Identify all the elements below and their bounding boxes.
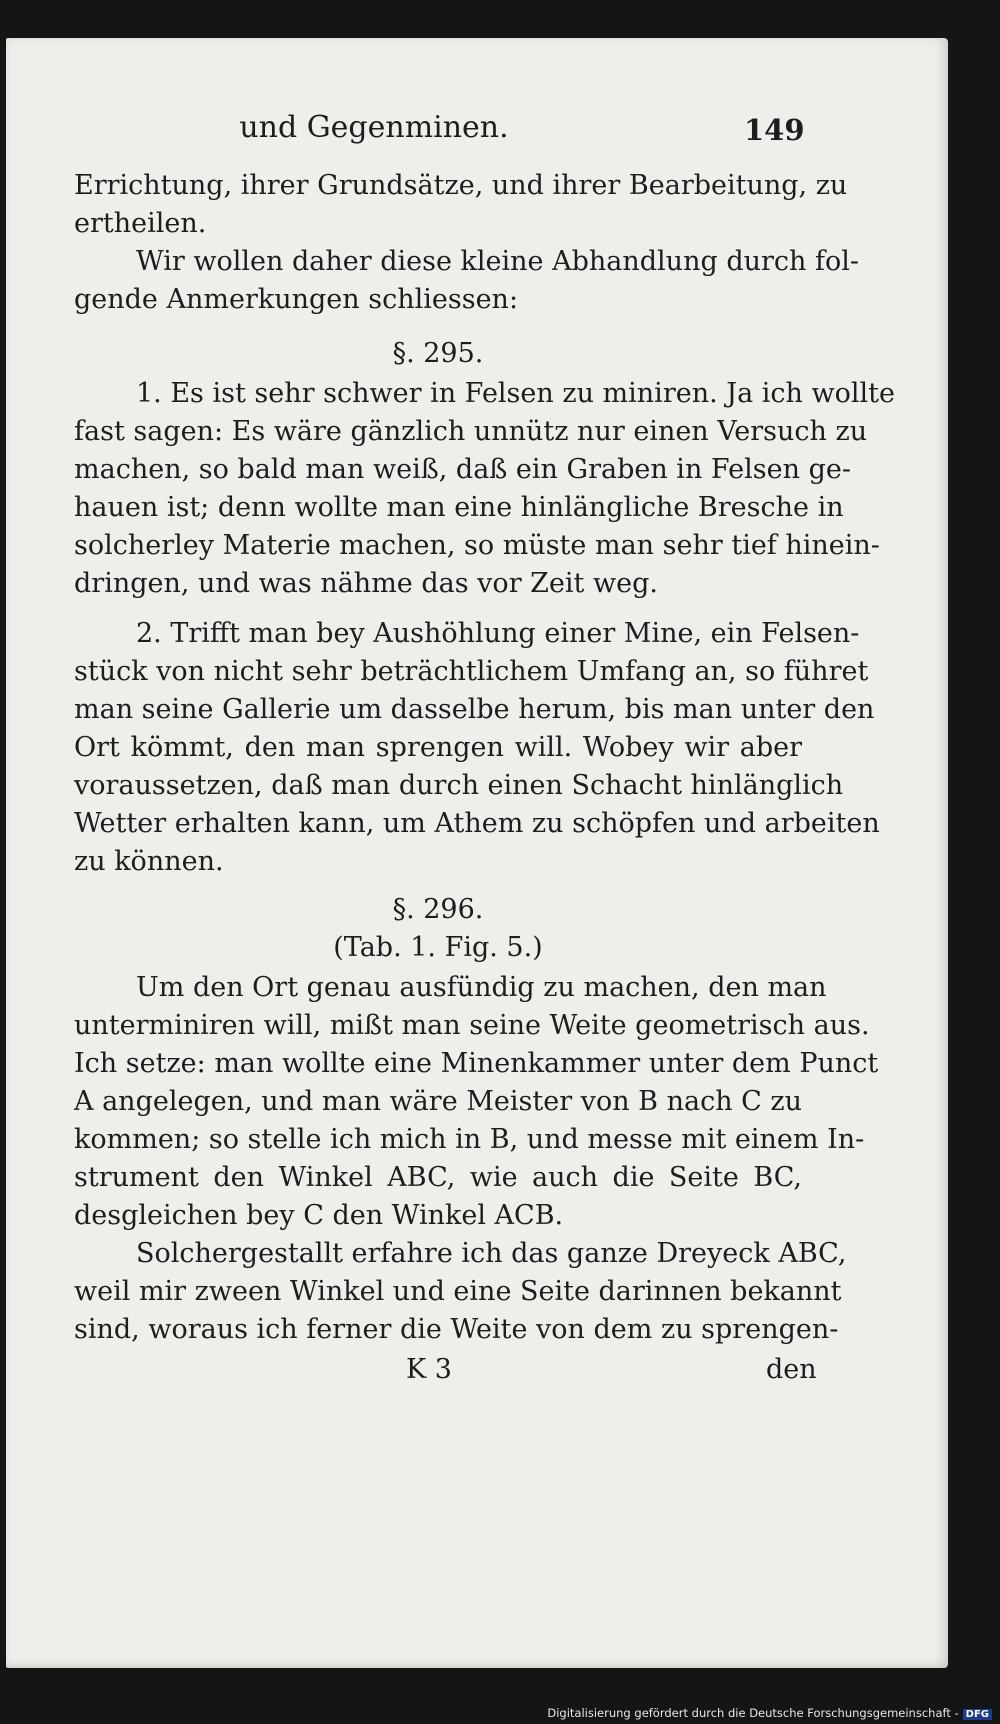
text-line: Errichtung, ihrer Grundsätze, und ihrer Bearbeitung, zu <box>74 170 848 201</box>
figure-reference: (Tab. 1. Fig. 5.) <box>333 932 543 963</box>
text-line: zu können. <box>74 846 224 877</box>
page-number: 149 <box>744 113 805 147</box>
text-line: voraussetzen, daß man durch einen Schacht hinlänglich <box>74 770 844 801</box>
text-line: sind, woraus ich ferner die Weite von dem zu sprengen- <box>74 1314 839 1345</box>
text-line: Um den Ort genau ausfündig zu machen, den man <box>136 972 827 1003</box>
text-line: machen, so bald man weiß, daß ein Graben in Felsen ge- <box>74 454 851 485</box>
text-line: Solchergestallt erfahre ich das ganze Dreyeck ABC, <box>136 1238 847 1269</box>
text-line: Wetter erhalten kann, um Athem zu schöpfen und arbeiten <box>74 808 880 839</box>
text-line: Wir wollen daher diese kleine Abhandlung durch fol- <box>136 246 860 277</box>
text-line: man seine Gallerie um dasselbe herum, bis man unter den <box>74 694 875 725</box>
signature-mark: K 3 <box>406 1354 452 1385</box>
text-line: Ich setze: man wollte eine Minenkammer unter dem Punct <box>74 1048 879 1079</box>
text-line: stück von nicht sehr beträchtlichem Umfang an, so führet <box>74 656 869 687</box>
section-heading: §. 295. <box>392 338 484 369</box>
text-line: hauen ist; denn wollte man eine hinlängliche Bresche in <box>74 492 844 523</box>
text-line: unterminiren will, mißt man seine Weite geometrisch aus. <box>74 1010 870 1041</box>
text-line: weil mir zween Winkel und eine Seite darinnen bekannt <box>74 1276 842 1307</box>
section-heading: §. 296. <box>392 894 484 925</box>
text-line: desgleichen bey C den Winkel ACB. <box>74 1200 564 1231</box>
text-line: 2. Trifft man bey Aushöhlung einer Mine, ein Felsen- <box>136 618 860 649</box>
digitization-credit <box>547 1706 992 1720</box>
digitization-note: Digitalisierung gefördert durch die Deutsche Forschungsgemeinschaft - <box>547 1706 959 1720</box>
book-page <box>6 38 948 1668</box>
text-line: A angelegen, und man wäre Meister von B nach C zu <box>74 1086 803 1117</box>
text-line: strument den Winkel ABC, wie auch die Seite BC, <box>74 1162 802 1193</box>
text-line: 1. Es ist sehr schwer in Felsen zu miniren. Ja ich wollte <box>136 378 895 409</box>
text-line: ertheilen. <box>74 208 207 239</box>
text-line: Ort kömmt, den man sprengen will. Wobey wir aber <box>74 732 802 763</box>
text-line: kommen; so stelle ich mich in B, und messe mit einem In- <box>74 1124 865 1155</box>
text-line: gende Anmerkungen schliessen: <box>74 284 519 315</box>
text-line: dringen, und was nähme das vor Zeit weg. <box>74 568 658 599</box>
text-line: fast sagen: Es wäre gänzlich unnütz nur einen Versuch zu <box>74 416 868 447</box>
dfg-logo: DFG <box>963 1709 992 1720</box>
catchword: den <box>766 1354 817 1385</box>
text-line: solcherley Materie machen, so müste man sehr tief hinein- <box>74 530 880 561</box>
running-title: und Gegenminen. <box>239 110 509 145</box>
